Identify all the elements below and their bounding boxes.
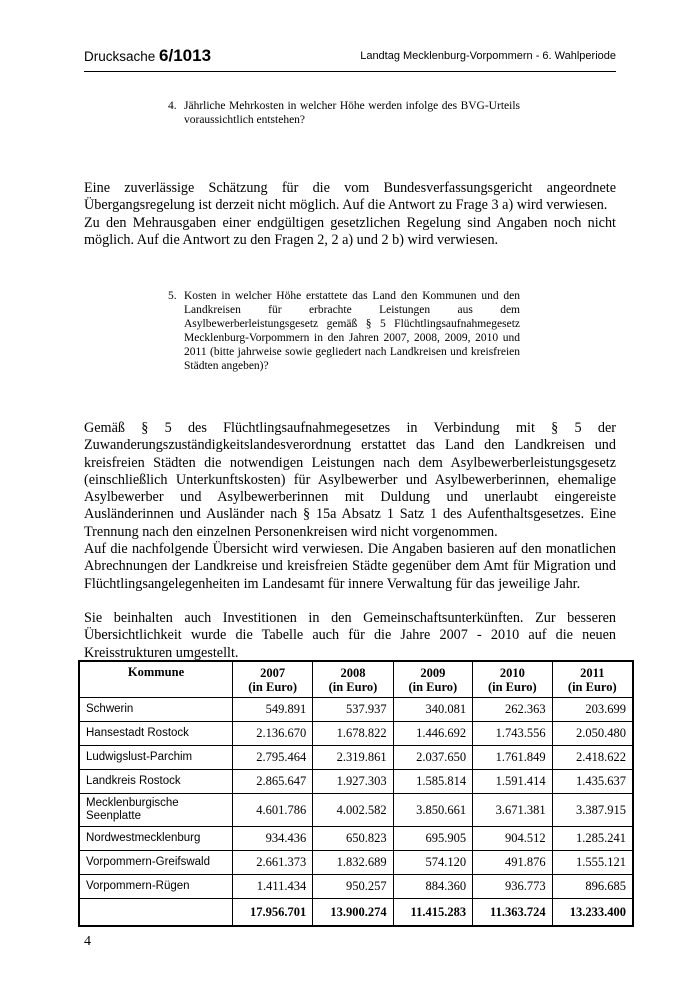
value-cell: 1.832.689	[313, 851, 393, 875]
value-cell: 1.743.556	[473, 722, 553, 746]
kommune-cell: Schwerin	[79, 698, 233, 722]
table-row	[79, 770, 633, 794]
answer-paragraph: Zu den Mehrausgaben einer endgültigen gesetzlichen Regelung sind Angaben noch nicht möglich. Auf die Antwort zu den Fragen 2, 2 a) und 2 b) wird verwiesen.	[84, 214, 616, 248]
table-row	[79, 698, 633, 722]
document-number-value: 6/1013	[159, 46, 212, 65]
value-cell: 1.285.241	[552, 827, 633, 851]
value-cell: 262.363	[473, 698, 553, 722]
kommune-cell: Mecklenburgische Seenplatte	[79, 794, 233, 827]
value-cell: 2.661.373	[233, 851, 313, 875]
question-5	[168, 289, 520, 373]
value-cell: 1.446.692	[393, 722, 473, 746]
column-header: 2007 (in Euro)	[233, 661, 313, 698]
value-cell: 4.002.582	[313, 794, 393, 827]
answer-4	[84, 180, 616, 249]
total-cell: 13.233.400	[552, 899, 633, 927]
value-cell: 2.795.464	[233, 746, 313, 770]
value-cell: 1.585.814	[393, 770, 473, 794]
value-cell: 340.081	[393, 698, 473, 722]
kommune-cell: Landkreis Rostock	[79, 770, 233, 794]
value-cell: 537.937	[313, 698, 393, 722]
value-cell: 650.823	[313, 827, 393, 851]
header-divider	[84, 71, 616, 72]
value-cell: 934.436	[233, 827, 313, 851]
kommune-cell: Ludwigslust-Parchim	[79, 746, 233, 770]
table-header-row	[79, 661, 633, 698]
value-cell: 1.555.121	[552, 851, 633, 875]
value-cell: 2.865.647	[233, 770, 313, 794]
column-header: Kommune	[79, 661, 233, 698]
table-row	[79, 722, 633, 746]
value-cell: 896.685	[552, 875, 633, 899]
total-cell: 17.956.701	[233, 899, 313, 927]
value-cell: 1.435.637	[552, 770, 633, 794]
total-cell: 13.900.274	[313, 899, 393, 927]
value-cell: 203.699	[552, 698, 633, 722]
total-cell: 11.415.283	[393, 899, 473, 927]
value-cell: 1.678.822	[313, 722, 393, 746]
answer-paragraph: Sie beinhalten auch Investitionen in den Gemeinschaftsunterkünften. Zur besseren Übersichtlichkeit wurde die Tabelle auch für die Jahre 2007 - 2010 auf die neuen Kreisstrukturen umgestellt.	[84, 609, 616, 661]
answer-5	[84, 420, 616, 662]
value-cell: 491.876	[473, 851, 553, 875]
column-header: 2011 (in Euro)	[552, 661, 633, 698]
kommune-cell: Vorpommern-Greifswald	[79, 851, 233, 875]
kommune-cell: Hansestadt Rostock	[79, 722, 233, 746]
value-cell: 1.411.434	[233, 875, 313, 899]
kommune-cell: Nordwestmecklenburg	[79, 827, 233, 851]
value-cell: 4.601.786	[233, 794, 313, 827]
answer-paragraph: Gemäß § 5 des Flüchtlingsaufnahmegesetzes in Verbindung mit § 5 der Zuwanderungszuständigkeitslandesverordnung erstattet das Land den Landkreisen und kreisfreien Städten die notwendigen Leistungen nach dem Asylbewerberleistungsgesetz (einschließlich Unterkunftskosten) für Asylbewerber und Asylbewerberinnen, ehemalige Asylbewerber und Asylbewerberinnen mit Duldung und unerlaubt eingereiste Ausländerinnen und Ausländer nach § 15a Absatz 1 Satz 1 des Aufenthaltsgesetzes. Eine Trennung nach den einzelnen Personenkreisen wird nicht vorgenommen.	[84, 420, 616, 540]
table-row	[79, 875, 633, 899]
parliament-label: Landtag Mecklenburg-Vorpommern - 6. Wahlperiode	[360, 50, 616, 62]
value-cell: 2.319.861	[313, 746, 393, 770]
value-cell: 2.418.622	[552, 746, 633, 770]
value-cell: 3.671.381	[473, 794, 553, 827]
question-number: 5.	[168, 290, 177, 302]
value-cell: 574.120	[393, 851, 473, 875]
value-cell: 2.050.480	[552, 722, 633, 746]
value-cell: 1.761.849	[473, 746, 553, 770]
question-text: Jährliche Mehrkosten in welcher Höhe werden infolge des BVG-Urteils voraussichtlich entstehen?	[184, 100, 520, 126]
kommune-cell: Vorpommern-Rügen	[79, 875, 233, 899]
question-4	[168, 99, 520, 127]
value-cell: 2.136.670	[233, 722, 313, 746]
column-header: 2009 (in Euro)	[393, 661, 473, 698]
document-number: Drucksache 6/1013	[84, 46, 212, 65]
total-cell: 11.363.724	[473, 899, 553, 927]
value-cell: 1.591.414	[473, 770, 553, 794]
value-cell: 2.037.650	[393, 746, 473, 770]
page-number: 4	[84, 934, 91, 949]
table-row	[79, 794, 633, 827]
value-cell: 549.891	[233, 698, 313, 722]
value-cell: 3.387.915	[552, 794, 633, 827]
value-cell: 695.905	[393, 827, 473, 851]
column-header: 2008 (in Euro)	[313, 661, 393, 698]
value-cell: 904.512	[473, 827, 553, 851]
column-header: 2010 (in Euro)	[473, 661, 553, 698]
page-header	[84, 44, 616, 68]
table-row	[79, 851, 633, 875]
table-row	[79, 746, 633, 770]
value-cell: 936.773	[473, 875, 553, 899]
totals-label-cell	[79, 899, 233, 927]
value-cell: 3.850.661	[393, 794, 473, 827]
paragraph-spacer	[84, 593, 616, 610]
value-cell: 1.927.303	[313, 770, 393, 794]
answer-paragraph: Eine zuverlässige Schätzung für die vom Bundesverfassungsgericht angeordnete Übergangsregelung ist derzeit nicht möglich. Auf die Antwort zu Frage 3 a) wird verwiesen.	[84, 180, 616, 214]
answer-paragraph: Auf die nachfolgende Übersicht wird verwiesen. Die Angaben basieren auf den monatlichen Abrechnungen der Landkreise und kreisfreien Städte gegenüber dem Amt für Migration und Flüchtlingsangelegenheiten im Landesamt für innere Verwaltung für das jeweilige Jahr.	[84, 541, 616, 592]
question-text: Kosten in welcher Höhe erstattete das Land den Kommunen und den Landkreisen für erbrachte Leistungen aus dem Asylbewerberleistungsgesetz gemäß § 5 Flüchtlingsaufnahmegesetz Mecklenburg-Vorpommern in den Jahren 2007, 2008, 2009, 2010 und 2011 (bitte jahrweise sowie gegliedert nach Landkreisen und kreisfreien Städten angeben)?	[184, 290, 520, 372]
cost-table	[78, 660, 634, 927]
value-cell: 950.257	[313, 875, 393, 899]
value-cell: 884.360	[393, 875, 473, 899]
question-number: 4.	[168, 100, 177, 112]
table-row	[79, 827, 633, 851]
totals-row	[79, 899, 633, 927]
